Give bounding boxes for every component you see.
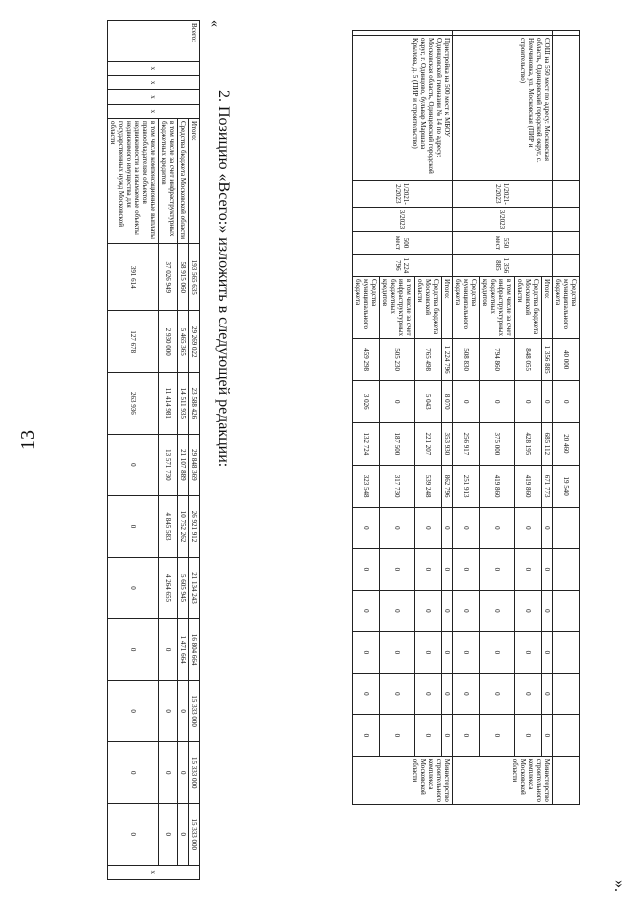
value-cell: 862 796	[442, 465, 453, 507]
value-cell: 0	[442, 590, 453, 631]
value-cell: 0	[442, 673, 453, 714]
value-cell: 848 055	[515, 339, 542, 381]
value-cell: 0	[159, 680, 178, 742]
value-cell: 0	[542, 507, 553, 548]
empty-cell	[553, 254, 580, 276]
value-cell: 21 107 889	[178, 434, 189, 496]
value-cell: 505 230	[380, 339, 415, 381]
value-cell: 794 860	[480, 339, 515, 381]
value-cell: 0	[159, 742, 178, 804]
value-cell: 4 264 655	[159, 557, 178, 619]
x-cell: x	[108, 61, 200, 75]
value-cell: 193 565 635	[189, 244, 200, 311]
value-cell: 0	[480, 549, 515, 590]
value-cell: 0	[442, 507, 453, 548]
date-cell: 3/2023	[453, 207, 553, 231]
value-cell: 0	[380, 632, 415, 673]
value-cell: 0	[542, 715, 553, 757]
value-cell: 0	[480, 590, 515, 631]
value-cell: 21 134 243	[189, 557, 200, 619]
value-cell: 0	[353, 549, 380, 590]
value-cell: 539 248	[415, 465, 442, 507]
value-cell: 5 605 945	[178, 557, 189, 619]
row-label: в том числе за счет инфраструктурных бюджетных кредитов	[159, 119, 178, 244]
value-cell: 0	[480, 715, 515, 757]
empty-cell	[553, 232, 580, 255]
value-cell: 0	[178, 803, 189, 865]
value-cell: 40 000	[553, 339, 580, 381]
value-cell: 685 112	[542, 423, 553, 465]
value-cell: 5 043	[415, 381, 442, 423]
cost-cell: 1 224 796	[353, 254, 453, 276]
value-cell: 0	[353, 632, 380, 673]
table-row	[442, 31, 453, 805]
empty-cell	[553, 549, 580, 590]
value-cell: 419 860	[515, 465, 542, 507]
value-cell: 0	[159, 619, 178, 681]
x-cell: x	[108, 865, 200, 879]
empty-cell	[553, 673, 580, 714]
total-label: Всего:	[108, 21, 200, 62]
value-cell: 263 936	[108, 373, 159, 435]
table-row	[542, 31, 553, 805]
value-cell: 13 571 730	[159, 434, 178, 496]
value-cell: 1 224 796	[442, 339, 453, 381]
totals-row	[108, 21, 159, 880]
row-label: Средства муниципального бюджета	[353, 277, 380, 339]
value-cell: 428 195	[515, 423, 542, 465]
lead-row	[553, 31, 580, 805]
value-cell: 0	[380, 673, 415, 714]
closing-quote: ».	[611, 880, 628, 892]
row-label: Средства бюджета Московской области	[415, 277, 442, 339]
value-cell: 0	[415, 632, 442, 673]
value-cell: 5 465 365	[178, 311, 189, 373]
value-cell: 187 500	[380, 423, 415, 465]
value-cell: 4 845 583	[159, 496, 178, 558]
value-cell: 0	[453, 632, 480, 673]
period-cell: 1/2021-2/2023	[453, 180, 553, 207]
value-cell: 0	[415, 507, 442, 548]
value-cell: 0	[515, 507, 542, 548]
totals-row	[159, 21, 178, 880]
value-cell: 765 498	[415, 339, 442, 381]
row-label: Итого:	[542, 277, 553, 339]
row-label: Итого:	[189, 119, 200, 244]
value-cell: 37 026 949	[159, 244, 178, 311]
row-label: Итого:	[442, 277, 453, 339]
capacity-cell: 500 мест	[353, 232, 453, 255]
value-cell: 459 298	[353, 339, 380, 381]
value-cell: 0	[353, 673, 380, 714]
value-cell: 11 414 981	[159, 373, 178, 435]
value-cell: 0	[415, 549, 442, 590]
empty-cell	[553, 756, 580, 804]
value-cell: 0	[453, 381, 480, 423]
value-cell: 16 804 664	[189, 619, 200, 681]
empty-cell	[553, 507, 580, 548]
value-cell: 19 540	[553, 465, 580, 507]
value-cell: 0	[515, 549, 542, 590]
opening-quote: «	[207, 20, 222, 27]
value-cell: 0	[442, 715, 453, 757]
totals-row	[189, 21, 200, 880]
value-cell: 0	[480, 381, 515, 423]
value-cell: 23 588 426	[189, 373, 200, 435]
totals-row	[178, 21, 189, 880]
empty-cell	[553, 180, 580, 207]
date-cell: 3/2023	[353, 207, 453, 231]
value-cell: 0	[380, 590, 415, 631]
page-number: 13	[17, 430, 39, 450]
value-cell: 353 930	[442, 423, 453, 465]
cost-cell: 1 356 885	[453, 254, 553, 276]
value-cell: 0	[380, 549, 415, 590]
value-cell: 29 848 369	[189, 434, 200, 496]
value-cell: 127 678	[108, 311, 159, 373]
row-label: в том числе за счет инфраструктурных бюджетных кредитов	[480, 277, 515, 339]
value-cell: 221 207	[415, 423, 442, 465]
value-cell: 0	[515, 673, 542, 714]
value-cell: 0	[542, 549, 553, 590]
value-cell: 0	[542, 632, 553, 673]
value-cell: 1 356 885	[542, 339, 553, 381]
value-cell: 0	[108, 619, 159, 681]
value-cell: 0	[353, 507, 380, 548]
value-cell: 0	[380, 507, 415, 548]
object-description: СОШ на 550 мест по адресу: Московская область, Одинцовский городской округ, с. Немчиновка, ул. Московская (ПИР и строительство)	[453, 36, 553, 181]
value-cell: 0	[178, 680, 189, 742]
value-cell: 0	[108, 496, 159, 558]
totals-table	[107, 20, 200, 880]
value-cell: 0	[515, 590, 542, 631]
row-label: Средства бюджета Московской области	[178, 119, 189, 244]
value-cell: 0	[108, 434, 159, 496]
value-cell: 15 333 000	[189, 742, 200, 804]
value-cell: 0	[108, 680, 159, 742]
row-label: Средства бюджета Московской области	[515, 277, 542, 339]
value-cell: 391 614	[108, 244, 159, 311]
value-cell: 8 070	[442, 381, 453, 423]
value-cell: 0	[380, 715, 415, 757]
value-cell: 0	[453, 715, 480, 757]
responsible-cell: Министерство строительного комплекса Московской области	[353, 756, 453, 804]
value-cell: 251 913	[453, 465, 480, 507]
value-cell: 15 333 000	[189, 680, 200, 742]
empty-cell	[553, 207, 580, 231]
value-cell: 0	[542, 381, 553, 423]
x-cell: x	[108, 76, 200, 90]
responsible-cell: Министерство строительного комплекса Московской области	[453, 756, 553, 804]
object-description: Пристройка на 500 мест к МБОУ Одинцовской гимназии № 14 по адресу: Московская область, Одинцовский городской округ, г. Одинцово, бульвар Маршала Крылова, д. 5 (ПИР и строительство)	[353, 36, 453, 181]
objects-table	[352, 30, 580, 805]
value-cell: 0	[442, 632, 453, 673]
value-cell: 0	[415, 715, 442, 757]
value-cell: 58 915 060	[178, 244, 189, 311]
x-cell: x	[108, 90, 200, 104]
value-cell: 1 471 664	[178, 619, 189, 681]
value-cell: 0	[380, 381, 415, 423]
value-cell: 671 773	[542, 465, 553, 507]
value-cell: 0	[442, 549, 453, 590]
value-cell: 29 269 022	[189, 311, 200, 373]
value-cell: 0	[480, 507, 515, 548]
empty-cell	[553, 632, 580, 673]
value-cell: 0	[353, 590, 380, 631]
section-heading: 2. Позицию «Всего:» изложить в следующей редакции:	[215, 90, 232, 468]
value-cell: 375 000	[480, 423, 515, 465]
period-cell: 1/2021-2/2023	[353, 180, 453, 207]
row-label: Средства муниципального бюджета	[453, 277, 480, 339]
value-cell: 0	[453, 673, 480, 714]
empty-cell	[553, 36, 580, 181]
value-cell: 20 460	[553, 423, 580, 465]
value-cell: 14 511 935	[178, 373, 189, 435]
value-cell: 317 730	[380, 465, 415, 507]
value-cell: 0	[453, 549, 480, 590]
value-cell: 0	[415, 673, 442, 714]
empty-cell	[553, 590, 580, 631]
empty-cell	[553, 715, 580, 757]
value-cell: 3 026	[353, 381, 380, 423]
value-cell: 0	[108, 742, 159, 804]
value-cell: 0	[515, 381, 542, 423]
value-cell: 508 830	[453, 339, 480, 381]
x-cell: x	[108, 104, 200, 118]
value-cell: 0	[178, 742, 189, 804]
value-cell: 0	[159, 803, 178, 865]
value-cell: 0	[453, 590, 480, 631]
value-cell: 0	[542, 673, 553, 714]
value-cell: 0	[553, 381, 580, 423]
value-cell: 10 752 262	[178, 496, 189, 558]
value-cell: 0	[108, 803, 159, 865]
value-cell: 0	[515, 632, 542, 673]
row-label: в том числе компенсационные выплаты правообладателям объектов недвижимости за изымаемые объекты недвижимого имущества для государственных нужд Московской области	[108, 119, 159, 244]
row-label: в том числе за счет инфраструктурных бюджетных кредитов	[380, 277, 415, 339]
capacity-cell: 550 мест	[453, 232, 553, 255]
value-cell: 0	[515, 715, 542, 757]
value-cell: 0	[353, 715, 380, 757]
value-cell: 15 333 000	[189, 803, 200, 865]
value-cell: 0	[453, 507, 480, 548]
value-cell: 256 917	[453, 423, 480, 465]
value-cell: 2 930 000	[159, 311, 178, 373]
value-cell: 0	[415, 590, 442, 631]
value-cell: 26 921 912	[189, 496, 200, 558]
value-cell: 323 548	[353, 465, 380, 507]
value-cell: 0	[480, 632, 515, 673]
value-cell: 0	[108, 557, 159, 619]
value-cell: 0	[480, 673, 515, 714]
value-cell: 132 724	[353, 423, 380, 465]
value-cell: 419 860	[480, 465, 515, 507]
row-label: Средства муниципального бюджета	[553, 277, 580, 339]
value-cell: 0	[542, 590, 553, 631]
